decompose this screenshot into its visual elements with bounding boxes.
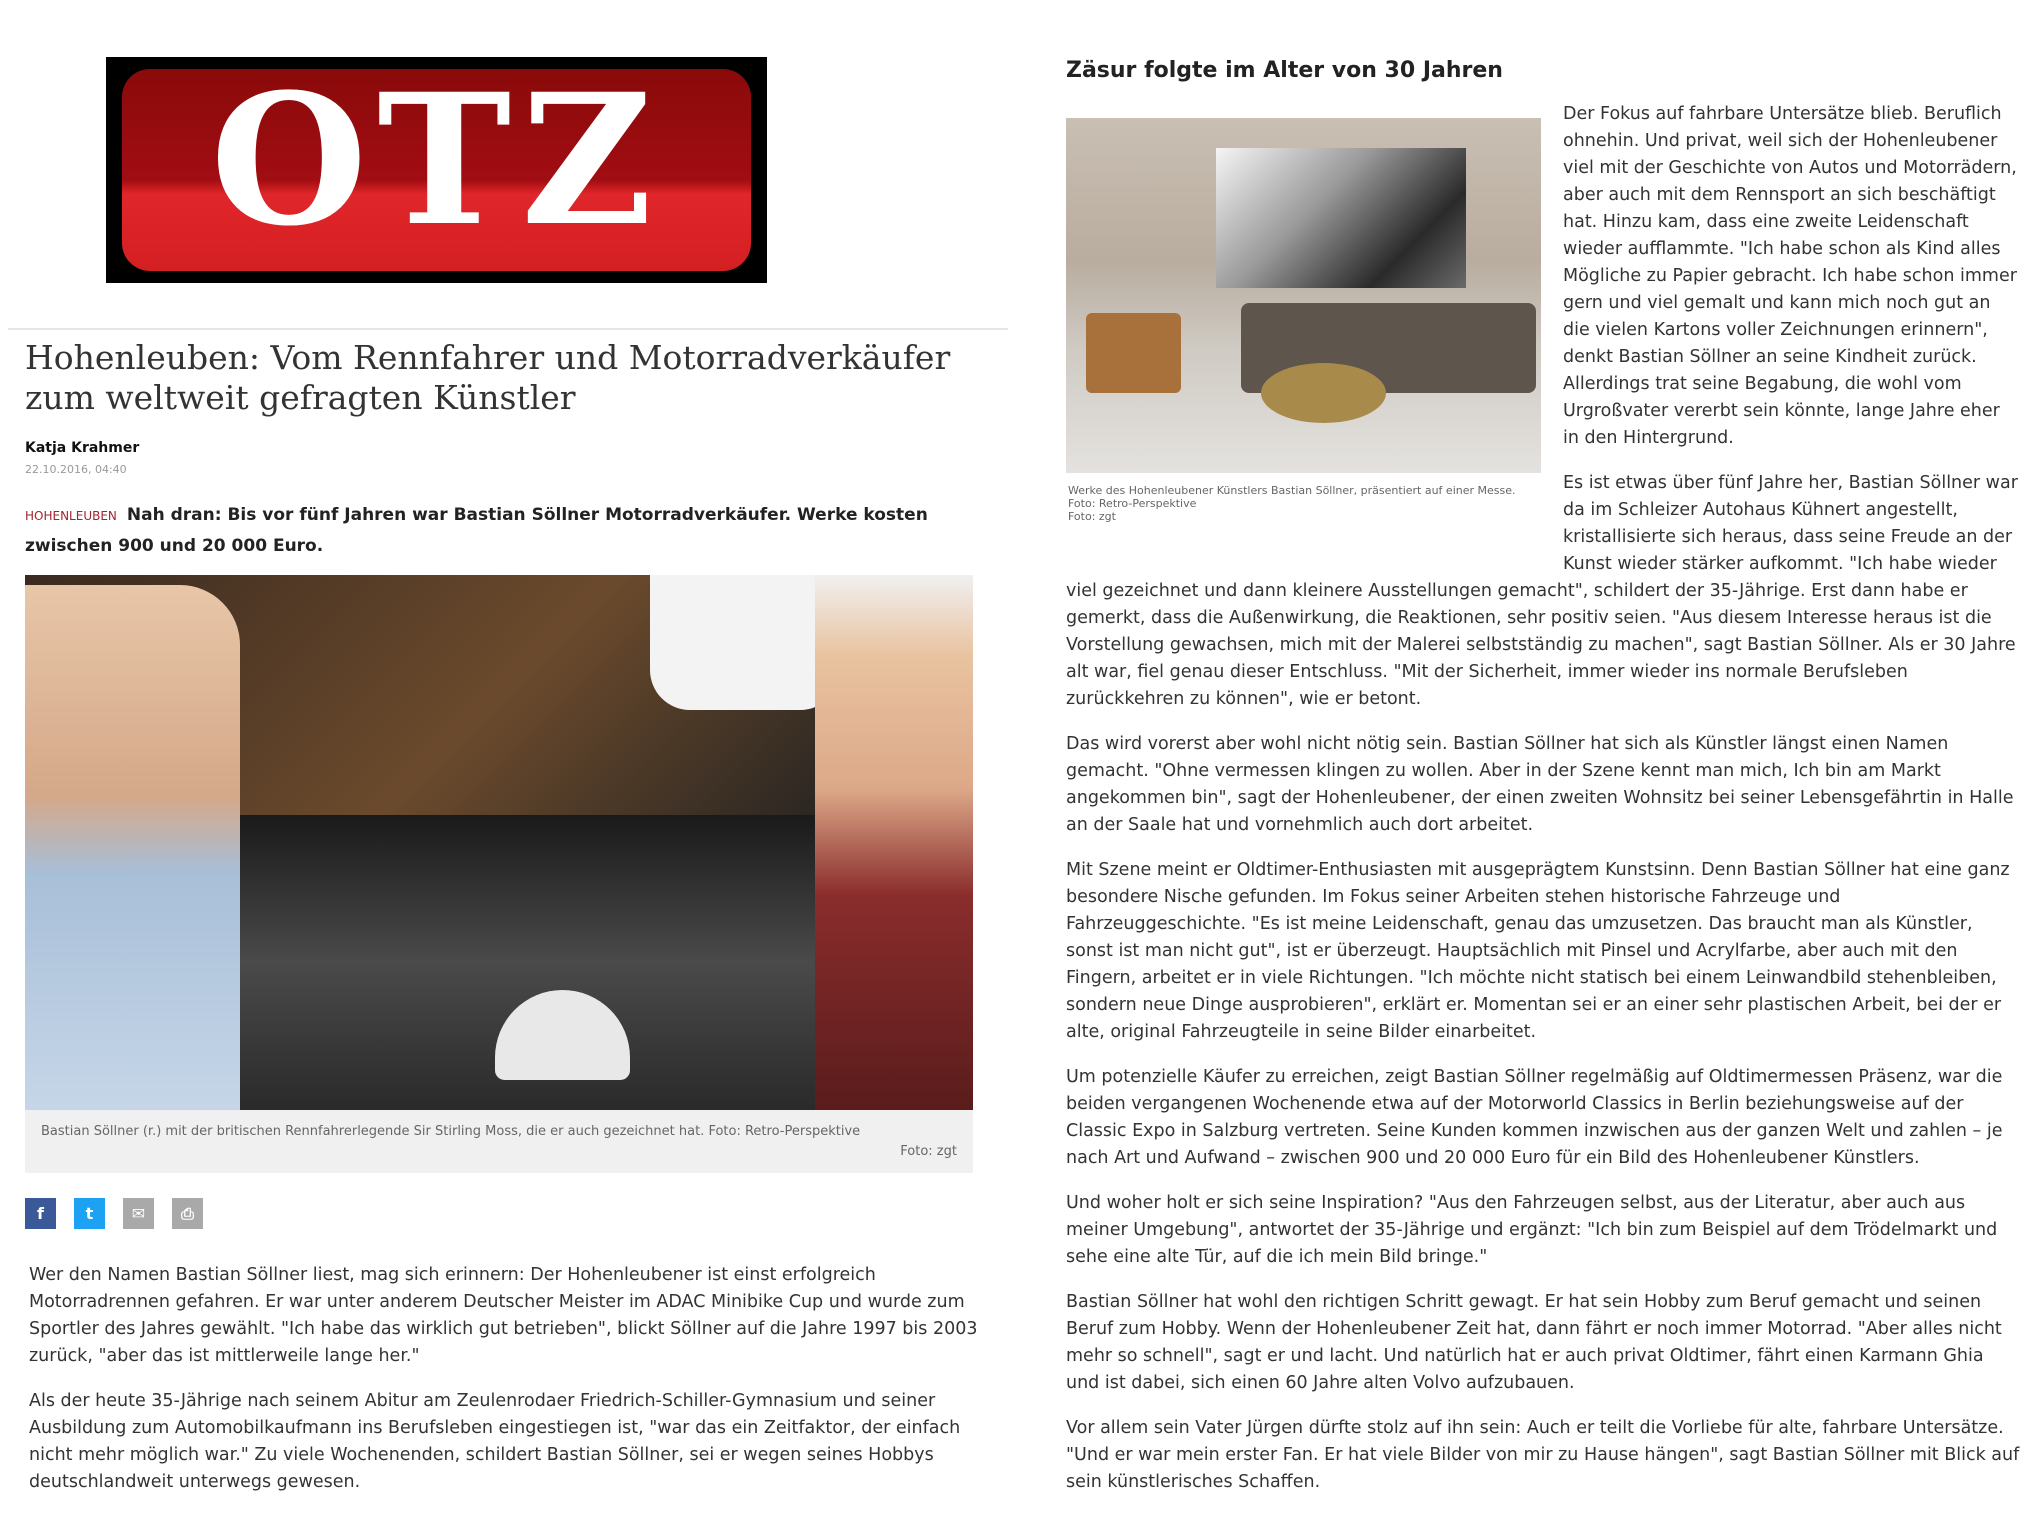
facebook-icon: f (37, 1204, 44, 1223)
logo-text: OTZ (210, 69, 663, 266)
logo-badge (122, 69, 751, 271)
article-headline: Hohenleuben: Vom Rennfahrer und Motorradverkäufer zum weltweit gefragten Künstler (25, 338, 951, 417)
location-kicker[interactable]: HOHENLEUBEN (25, 509, 117, 523)
paragraph: Um potenzielle Käufer zu erreichen, zeigt Bastian Söllner regelmäßig auf Oldtimermessen Präsenz, war die beiden vergangenen Wochenende etwa auf der Motorworld Classics in Berlin beziehungsweise auf der Classic Expo in Salzburg vertreten. Seine Kunden kommen inzwischen aus der ganzen Welt und zahlen – je nach Art und Aufwand – zwischen 900 und 20 000 Euro für ein Bild des Hohenleubener Künstlers. (1066, 1067, 2003, 1168)
image-float-spacer (1066, 101, 1563, 553)
paragraph: Das wird vorerst aber wohl nicht nötig sein. Bastian Söllner hat sich als Künstler längst einen Namen gemacht. "Ohne vermessen klingen zu wollen. Aber in der Szene kennt man mich, Ich bin am Markt angekommen bin", sagt der Hohenleubener, der einen zweiten Wohnsitz bei seiner Lebensgefährtin in Halle an der Saale hat und vornehmlich auch dort arbeitet. (1066, 734, 2014, 835)
paragraph: Vor allem sein Vater Jürgen dürfte stolz auf ihn sein: Auch er teilt die Vorliebe für alte, fahrbare Untersätze. "Und er war mein erster Fan. Er hat viele Bilder von mir zu Hause hängen", sagt Bastian Söllner mit Blick auf sein künstlerisches Schaffen. (1066, 1418, 2020, 1492)
photo-credit: Foto: zgt (900, 1144, 957, 1159)
article-lead (25, 500, 965, 561)
print-button[interactable] (172, 1198, 203, 1229)
twitter-share-button[interactable] (74, 1198, 105, 1229)
photo-caption: Bastian Söllner (r.) mit der britischen Rennfahrerlegende Sir Stirling Moss, die er auch gezeichnet hat. Foto: Retro-Perspektive (41, 1124, 861, 1139)
article-author[interactable]: Katja Krahmer (25, 440, 140, 456)
photo-caption-box (25, 1110, 973, 1173)
mail-icon: ✉ (131, 1204, 146, 1223)
caption-text: Werke des Hohenleubener Künstlers Bastian Söllner, präsentiert auf einer Messe. (1068, 484, 1516, 497)
print-icon: ⎙ (181, 1204, 194, 1223)
paragraph: Der Fokus auf fahrbare Untersätze blieb. Beruflich ohnehin. Und privat, weil sich der Hohenleubener viel mit der Geschichte von Autos und Motorrädern, aber auch mit dem Rennsport an sich beschäftigt hat. Hinzu kam, dass eine zweite Leidenschaft wieder aufflammte. "Ich habe schon als Kind alles Mögliche zu Papier gebracht. Ich habe schon immer gern und viel gemalt und kann mich noch gut an die vielen Kartons voller Zeichnungen erinnern", denkt Bastian Söllner an seine Kindheit zurück. Allerdings trat seine Begabung, die wohl vom Urgroßvater vererbt sein könnte, lange Jahre eher in den Hintergrund. (1563, 104, 2017, 448)
email-share-button[interactable] (123, 1198, 154, 1229)
paragraph: Es ist etwas über fünf Jahre her, Bastian Söllner war da im Schleizer Autohaus Kühnert angestellt, kristallisierte sich heraus, dass seine Freude an der Kunst wieder stärker aufkommt. "Ich habe wieder viel gezeichnet und dann kleinere Ausstellungen gemacht", schildert der 35-Jährige. Erst dann habe er gemerkt, dass die Außenwirkung, die Reaktionen, sehr positiv seien. "Aus diesem Interesse heraus ist die Vorstellung gewachsen, mich mit der Malerei selbstständig zu machen", sagt Bastian Söllner. Als er 30 Jahre alt war, fiel genau dieser Entschluss. "Mit der Sicherheit, immer wieder ins normale Berufsleben zurückkehren zu können", wie er betont. (1066, 473, 2018, 709)
paragraph: Als der heute 35-Jährige nach seinem Abitur am Zeulenrodaer Friedrich-Schiller-Gymnasium und seiner Ausbildung zum Automobilkaufmann ins Berufsleben eingestiegen ist, "war das ein Zeitfaktor, der einfach nicht mehr möglich war." Zu viele Wochenenden, schildert Bastian Söllner, sei er wegen seines Hobbys deutschlandweit unterwegs gewesen. (29, 1391, 961, 1492)
photo-person-background (650, 575, 840, 710)
article-subheading: Zäsur folgte im Alter von 30 Jahren (1066, 58, 1503, 83)
paragraph: Und woher holt er sich seine Inspiration? "Aus den Fahrzeugen selbst, aus der Literatur, aber auch aus meiner Umgebung", antwortet der 35-Jährige und ergänzt: "Ich bin zum Beispiel auf dem Trödelmarkt und sehe eine alte Tür, auf die ich mein Bild bringe." (1066, 1193, 1998, 1267)
article-body-left (29, 1262, 979, 1514)
photo-person-left (25, 585, 240, 1110)
twitter-icon: t (85, 1204, 94, 1223)
article-body-right (1066, 101, 2021, 1514)
photo-person-right (815, 575, 973, 1110)
paragraph: Wer den Namen Bastian Söllner liest, mag sich erinnern: Der Hohenleubener ist einst erfolgreich Motorradrennen gefahren. Er war unter anderem Deutscher Meister im ADAC Minibike Cup und wurde zum Sportler des Jahres gewählt. "Ich habe das wirklich gut betrieben", blickt Söllner auf die Jahre 1997 bis 2003 zurück, "aber das ist mittlerweile lange her." (29, 1265, 978, 1366)
otz-logo[interactable] (106, 57, 767, 283)
paragraph: Mit Szene meint er Oldtimer-Enthusiasten mit ausgeprägtem Kunstsinn. Denn Bastian Söllner hat eine ganz besondere Nische gefunden. Im Fokus seiner Arbeiten stehen historische Fahrzeuge und Fahrzeuggeschichte. "Es ist meine Leidenschaft, genau das umzusetzen. Das braucht man als Künstler, sonst ist man nicht gut", ist er überzeugt. Hauptsächlich mit Pinsel und Acrylfarbe, aber auch mit den Fingern, arbeitet er in viele Richtungen. "Ich möchte nicht statisch bei einem Leinwandbild stehenbleiben, sondern neue Dinge ausprobieren", erklärt er. Momentan sei er an einer sehr plastischen Arbeit, bei der er alte, original Fahrzeugteile in seine Bilder einarbeitet. (1066, 860, 2010, 1042)
lead-text: Nah dran: Bis vor fünf Jahren war Bastian Söllner Motorradverkäufer. Werke kosten zwischen 900 und 20 000 Euro. (25, 505, 928, 556)
caption-credit: Foto: zgt (1068, 510, 1116, 523)
caption-credit: Foto: Retro-Perspektive (1068, 497, 1197, 510)
facebook-share-button[interactable] (25, 1198, 56, 1229)
divider (8, 328, 1008, 330)
article-main-photo[interactable] (25, 575, 973, 1110)
paragraph: Bastian Söllner hat wohl den richtigen Schritt gewagt. Er hat sein Hobby zum Beruf gemacht und seinen Beruf zum Hobby. Wenn der Hohenleubener Zeit hat, dann fährt er noch immer Motorrad. "Aber alles nicht mehr so schnell", sagt er und lacht. Und natürlich hat er auch privat Oldtimer, fährt einen Karmann Ghia und ist dabei, sich einen 60 Jahre alten Volvo aufzubauen. (1066, 1292, 2002, 1393)
article-date: 22.10.2016, 04:40 (25, 463, 127, 476)
